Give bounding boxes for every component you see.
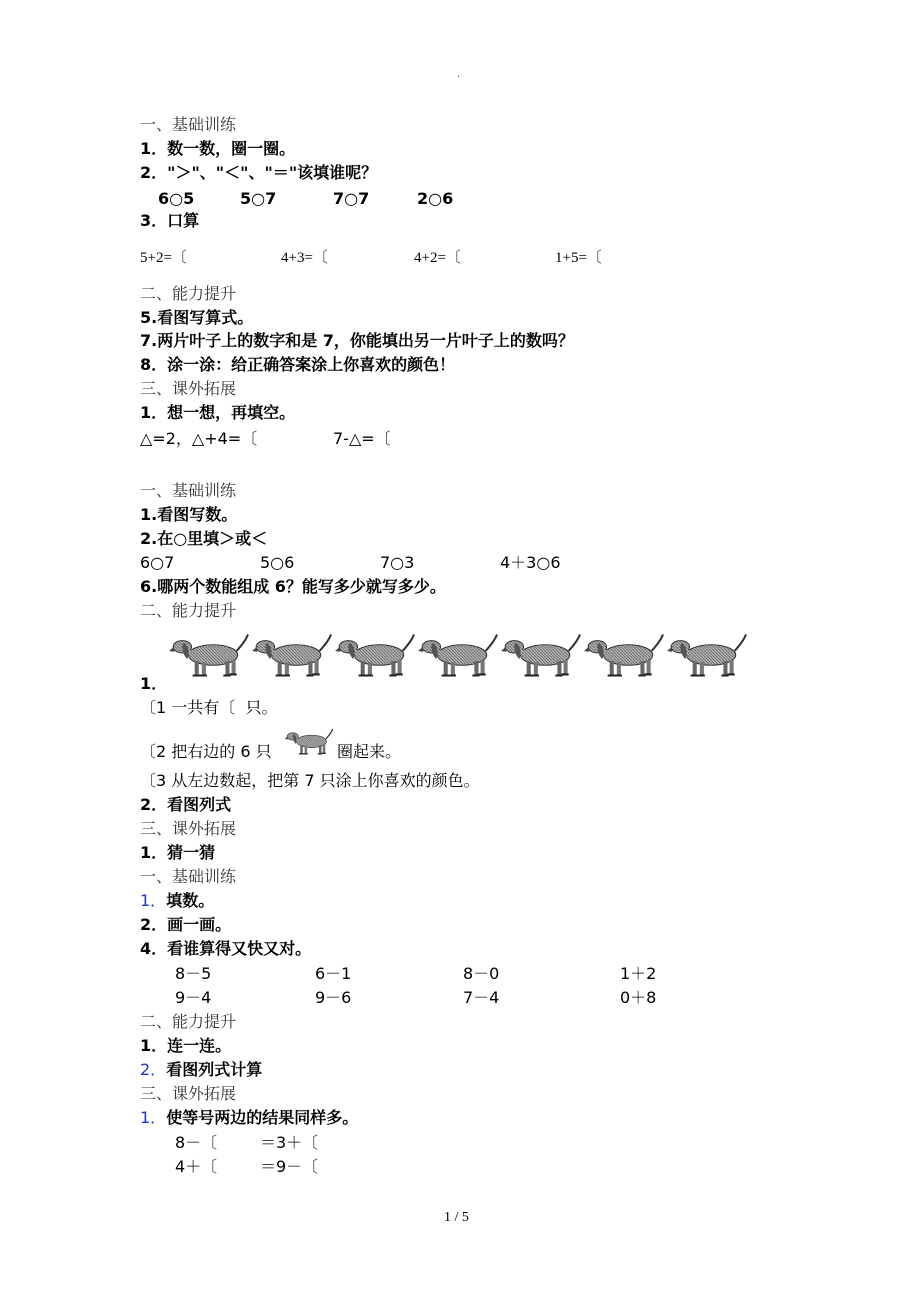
fill-blank-item: △=2，△+4=〔 [140, 429, 258, 448]
section-heading: 二、能力提升 [140, 601, 237, 620]
question-number: 1． [140, 891, 167, 910]
question-text: 看图列式计算 [166, 1060, 263, 1079]
arithmetic-item: 1+5=〔 [555, 250, 602, 266]
question: 4．看谁算得又快又对。 [140, 939, 312, 958]
question: 1．猜一猜 [140, 843, 216, 862]
arithmetic-item: 9－6 [315, 988, 352, 1007]
page-number: 1 / 5 [444, 1210, 469, 1225]
sub-question: 圈起来。 [337, 742, 402, 761]
section-heading: 二、能力提升 [140, 284, 237, 303]
sub-question: 〔1 一共有〔 只。 [140, 698, 278, 717]
dog-row [168, 630, 753, 682]
question [140, 1110, 358, 1126]
dog-icon [251, 630, 333, 682]
arithmetic-item: 1＋2 [620, 964, 657, 983]
question: 1.看图写数。 [140, 505, 238, 524]
question: 1． [140, 674, 168, 693]
arithmetic-item: 0＋8 [620, 988, 657, 1007]
top-mark: . [457, 69, 461, 80]
question: 1．连一连。 [140, 1036, 232, 1055]
dog-icon [500, 630, 582, 682]
section-heading: 三、课外拓展 [140, 379, 237, 398]
question: 3．口算 [140, 211, 200, 230]
question: 2．画一画。 [140, 915, 232, 934]
arithmetic-item: 6－1 [315, 964, 352, 983]
question [140, 1062, 262, 1078]
equation-left: 4＋〔 [175, 1157, 218, 1176]
arithmetic-item: 5+2=〔 [140, 250, 187, 266]
question-text: 填数。 [166, 891, 215, 910]
question: 6.哪两个数能组成 6？能写多少就写多少。 [140, 577, 446, 596]
dog-icon [666, 630, 748, 682]
section-heading: 一、基础训练 [140, 481, 237, 500]
comparison-item: 4＋3○6 [500, 553, 561, 572]
question: 2．看图列式 [140, 795, 232, 814]
comparison-item: 5○7 [240, 189, 277, 208]
arithmetic-item: 8－0 [463, 964, 500, 983]
section-heading: 一、基础训练 [140, 115, 237, 134]
comparison-item: 6○5 [158, 189, 195, 208]
question: 5.看图写算式。 [140, 308, 254, 327]
fill-blank-item: 7-△=〔 [333, 429, 391, 448]
equation-right: ＝9－〔 [260, 1157, 319, 1176]
dog-icon [417, 630, 499, 682]
question-text: 使等号两边的结果同样多。 [166, 1108, 359, 1127]
question [140, 893, 214, 909]
arithmetic-item: 4+3=〔 [281, 250, 328, 266]
arithmetic-item: 9－4 [175, 988, 212, 1007]
section-heading: 三、课外拓展 [140, 1084, 237, 1103]
question: 2．"＞"、"＜"、"＝"该填谁呢？ [140, 163, 378, 182]
section-heading: 三、课外拓展 [140, 819, 237, 838]
comparison-item: 5○6 [260, 553, 295, 572]
dog-icon [168, 630, 250, 682]
section-heading: 二、能力提升 [140, 1012, 237, 1031]
comparison-item: 7○3 [380, 553, 415, 572]
comparison-item: 7○7 [333, 189, 370, 208]
question-number: 2． [140, 1060, 167, 1079]
sub-question: 〔3 从左边数起，把第 7 只涂上你喜欢的颜色。 [140, 771, 480, 790]
arithmetic-item: 4+2=〔 [414, 250, 461, 266]
sub-question: 〔2 把右边的 6 只 [140, 742, 272, 761]
dog-icon [334, 630, 416, 682]
comparison-item: 6○7 [140, 553, 175, 572]
dog-icon [284, 726, 334, 758]
question: 2.在○里填＞或＜ [140, 529, 268, 548]
question: 1．数一数，圈一圈。 [140, 139, 296, 158]
arithmetic-item: 7－4 [463, 988, 500, 1007]
question: 8．涂一涂：给正确答案涂上你喜欢的颜色！ [140, 355, 456, 374]
equation-left: 8－〔 [175, 1133, 218, 1152]
dog-icon [583, 630, 665, 682]
equation-right: ＝3＋〔 [260, 1133, 319, 1152]
arithmetic-item: 8－5 [175, 964, 212, 983]
question: 7.两片叶子上的数字和是 7，你能填出另一片叶子上的数吗？ [140, 331, 574, 350]
section-heading: 一、基础训练 [140, 867, 237, 886]
comparison-item: 2○6 [417, 189, 454, 208]
question: 1．想一想，再填空。 [140, 403, 296, 422]
question-number: 1． [140, 1108, 167, 1127]
